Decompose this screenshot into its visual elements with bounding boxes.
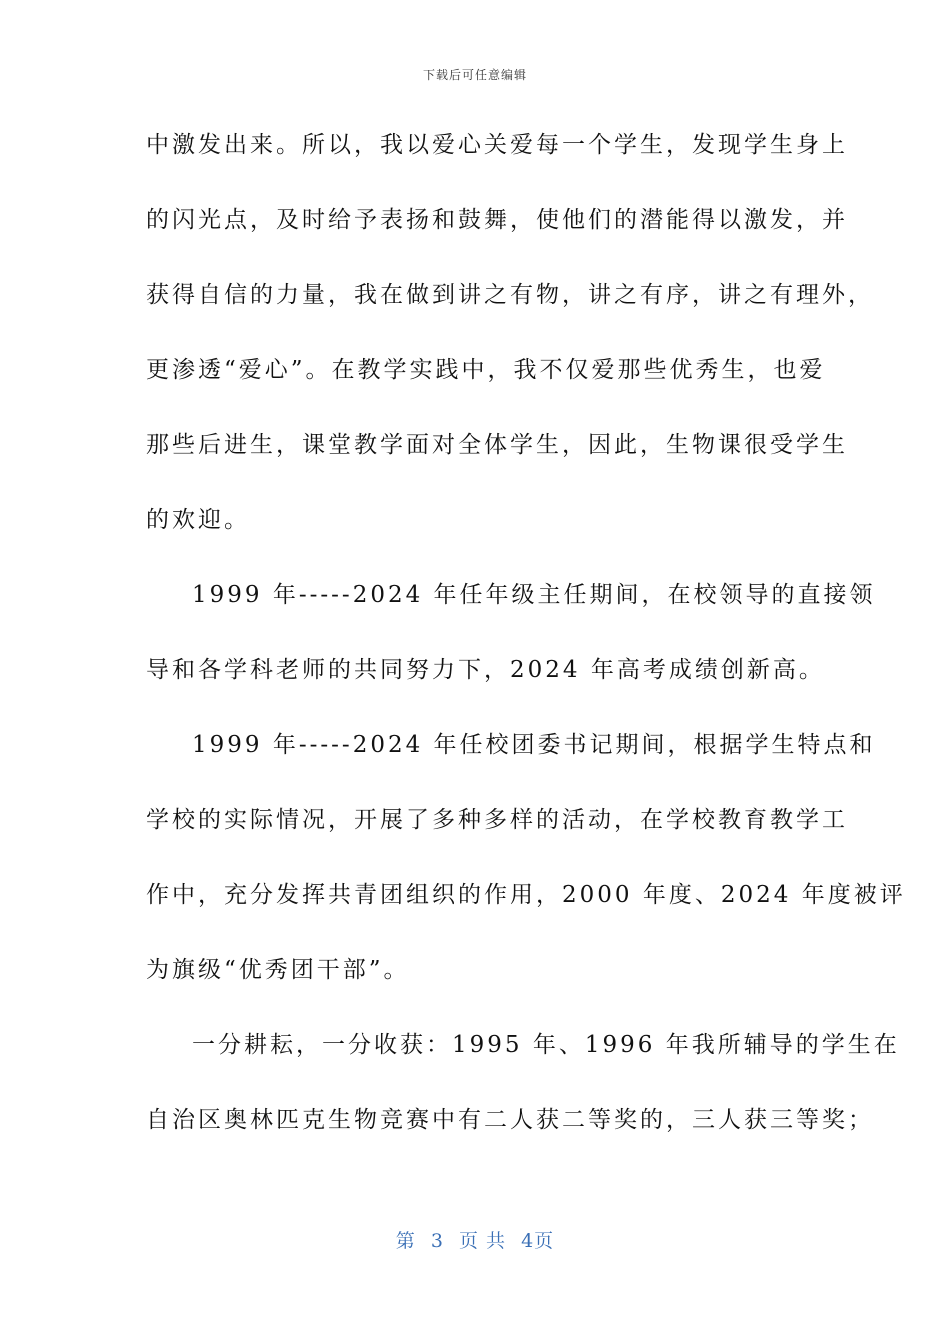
footer-prefix: 第 (395, 1230, 416, 1252)
text-line: 导和各学科老师的共同努力下，2024 年高考成绩创新高。 (146, 657, 825, 683)
text-line: 作中，充分发挥共青团组织的作用，2000 年度、2024 年度被评 (146, 882, 906, 908)
footer-middle: 页 共 (459, 1230, 507, 1252)
footer-total: 4页 (521, 1230, 555, 1252)
text-line: 获得自信的力量，我在做到讲之有物，讲之有序，讲之有理外， (146, 282, 874, 308)
footer-page-number: 3 (430, 1230, 444, 1252)
text-line: 学校的实际情况，开展了多种多样的活动，在学校教育教学工 (146, 807, 848, 833)
paragraph-first-line: 一分耕耘，一分收获：1995 年、1996 年我所辅导的学生在 (192, 1032, 900, 1058)
document-body (146, 126, 906, 1176)
text-line: 中激发出来。所以，我以爱心关爱每一个学生，发现学生身上 (146, 132, 848, 158)
page-footer (0, 1226, 950, 1253)
text-line: 自治区奥林匹克生物竞赛中有二人获二等奖的，三人获三等奖； (146, 1107, 874, 1133)
paragraph-first-line: 1999 年-----2024 年任年级主任期间，在校领导的直接领 (192, 582, 876, 608)
page-header: 下载后可任意编辑 (422, 68, 527, 82)
text-line: 为旗级“优秀团干部”。 (146, 957, 410, 983)
text-line: 那些后进生，课堂教学面对全体学生，因此，生物课很受学生 (146, 432, 848, 458)
paragraph-first-line: 1999 年-----2024 年任校团委书记期间，根据学生特点和 (192, 732, 876, 758)
text-line: 的闪光点，及时给予表扬和鼓舞，使他们的潜能得以激发，并 (146, 207, 848, 233)
text-line: 的欢迎。 (146, 507, 250, 533)
text-line: 更渗透“爱心”。在教学实践中，我不仅爱那些优秀生，也爱 (146, 357, 826, 383)
